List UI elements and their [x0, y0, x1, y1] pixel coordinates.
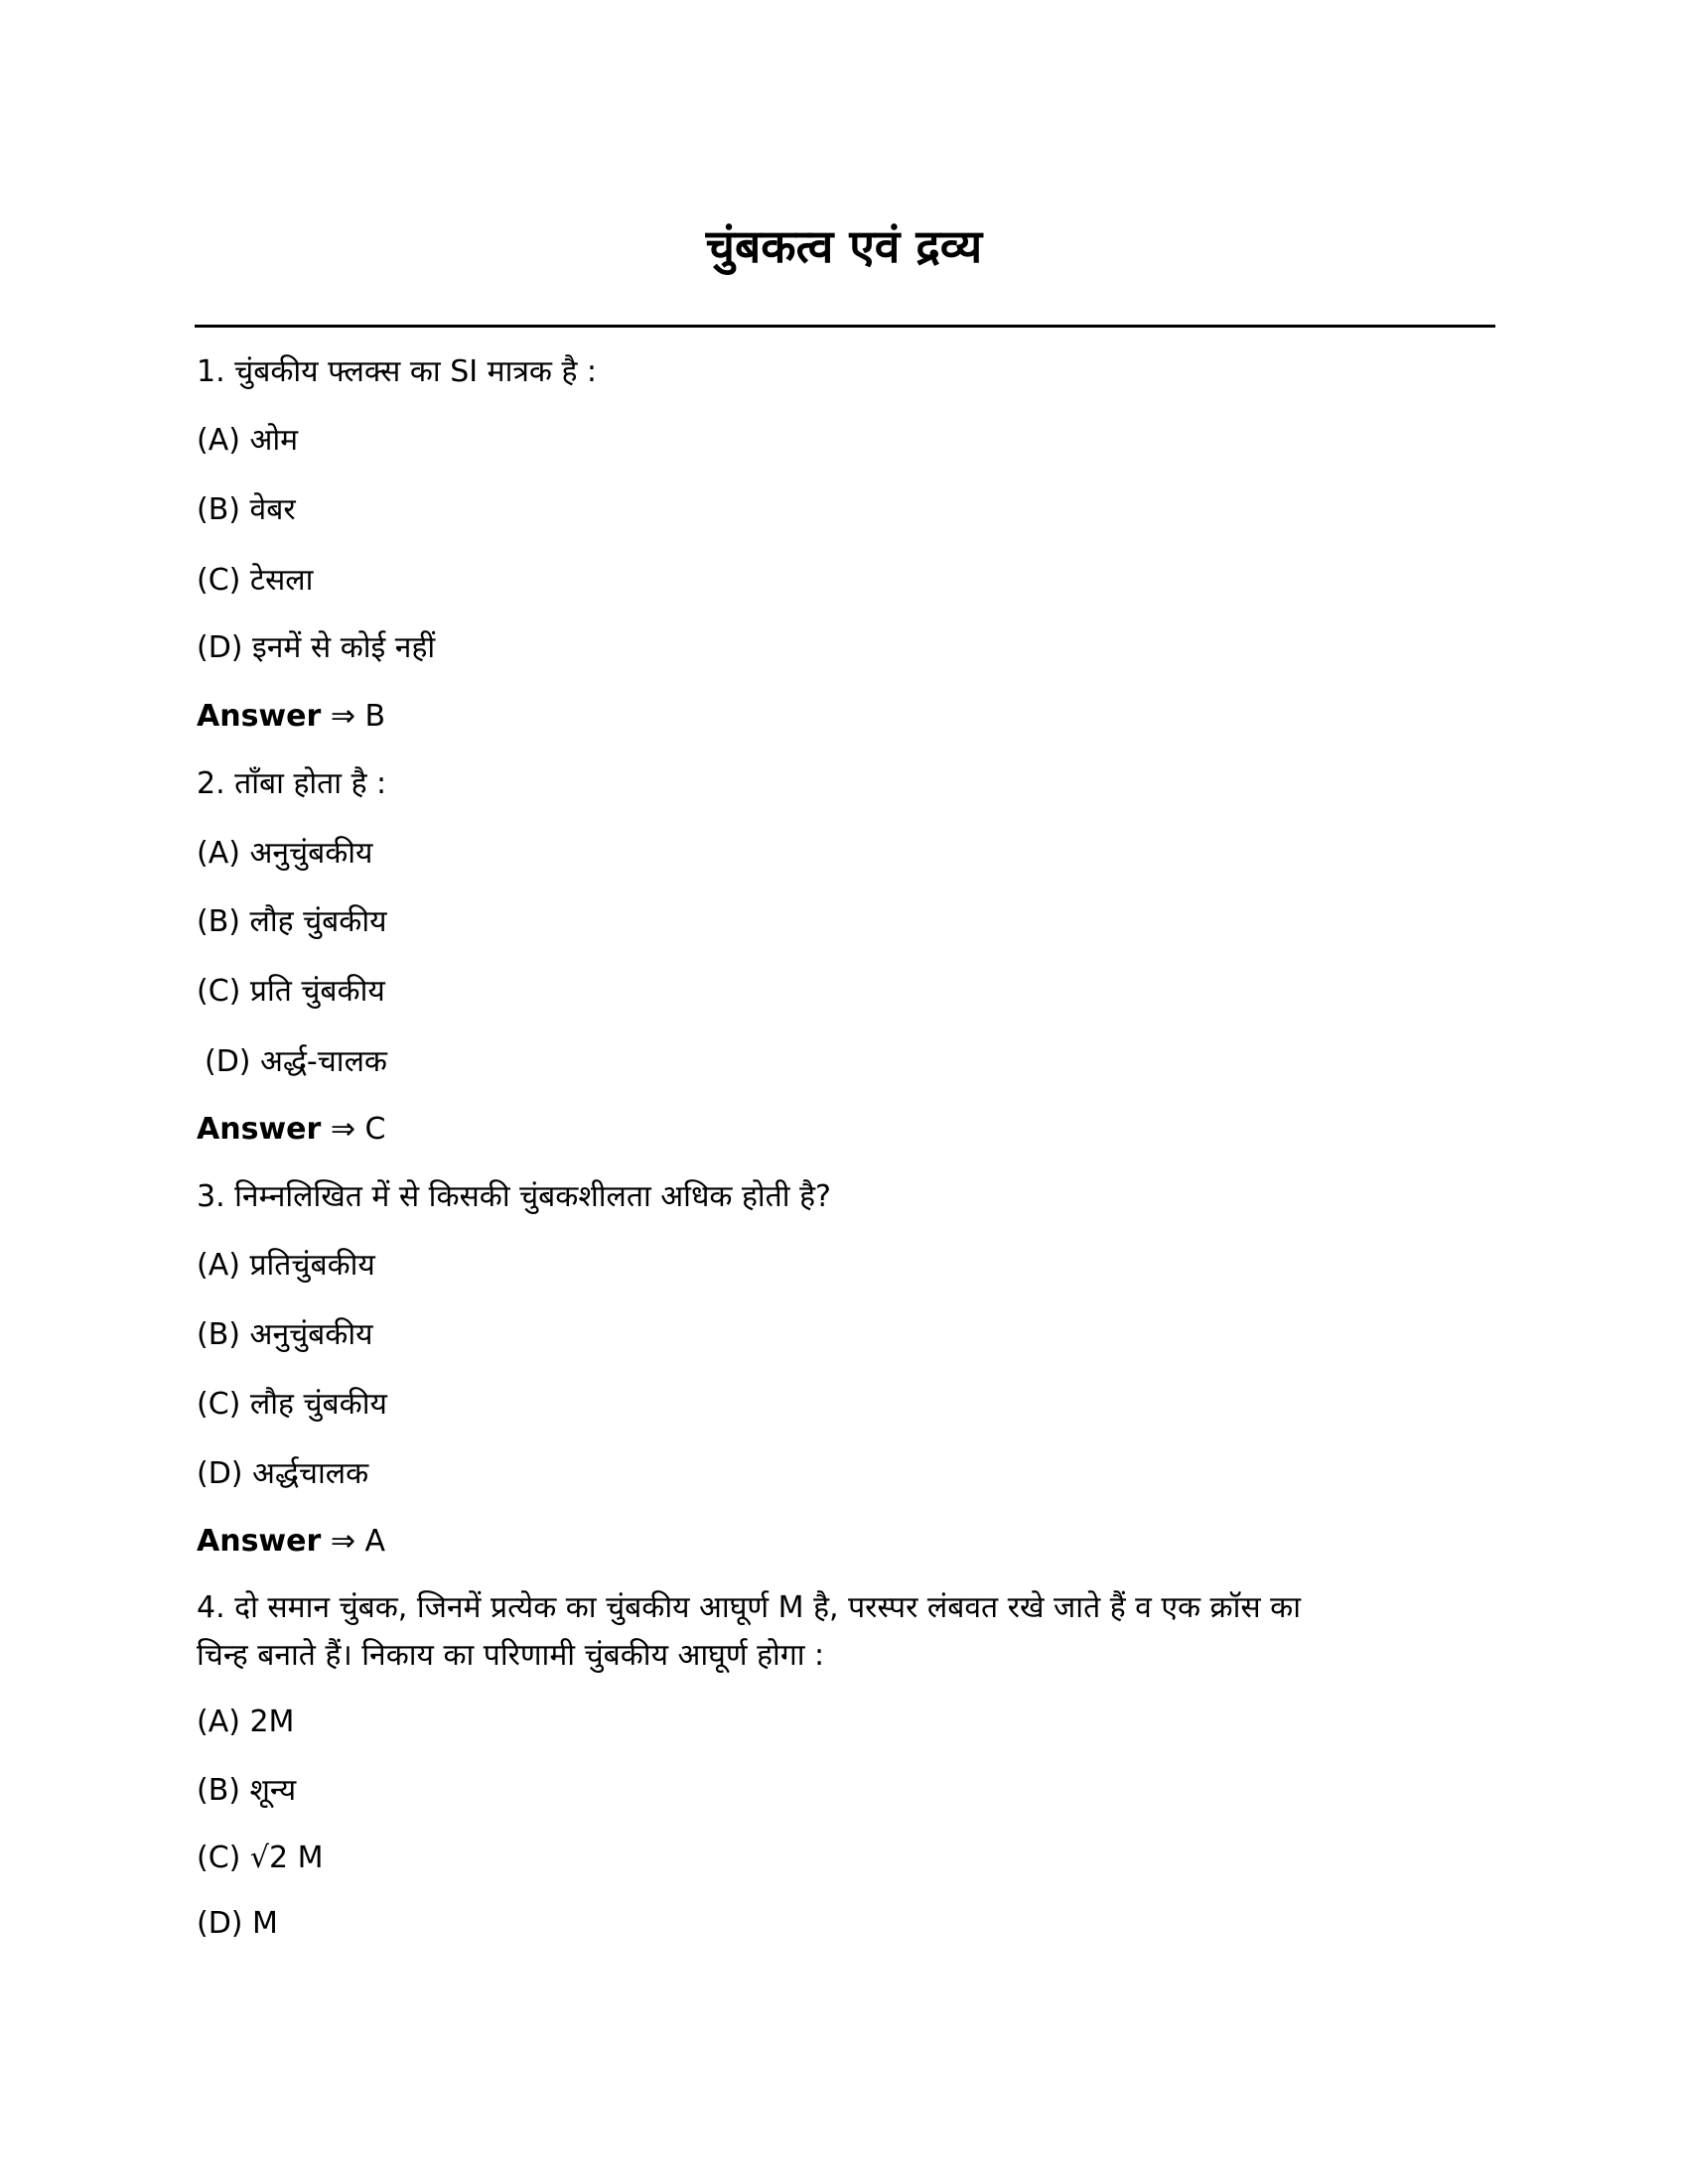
question-3-answer	[197, 1520, 385, 1564]
answer-value: B	[364, 699, 386, 734]
question-1-text: 1. चुंबकीय फ्लक्स का SI मात्रक है :	[197, 354, 598, 389]
answer-arrow-icon: ⇒	[330, 1112, 355, 1147]
question-2-option-b: (B) लौह चुंबकीय	[197, 904, 387, 939]
question-1-option-a: (A) ओम	[197, 423, 299, 458]
question-3-text: 3. निम्नलिखित में से किसकी चुंबकशीलता अधिक होती है?	[197, 1179, 831, 1214]
title-divider	[195, 325, 1495, 328]
answer-value: C	[364, 1112, 386, 1147]
page-title: चुंबकत्व एवं द्रव्य	[705, 219, 983, 273]
answer-label: Answer	[197, 699, 322, 734]
question-3-option-d: (D) अर्द्धचालक	[197, 1456, 369, 1491]
question-2-option-d: (D) अर्द्ध-चालक	[205, 1044, 387, 1079]
question-1-option-d: (D) इनमें से कोई नहीं	[197, 630, 436, 665]
question-2-option-a: (A) अनुचुंबकीय	[197, 836, 373, 871]
question-4-text-line-1: 4. दो समान चुंबक, जिनमें प्रत्येक का चुंबकीय आघूर्ण M है, परस्पर लंबवत रखे जाते हैं व एक क्रॉस का	[197, 1590, 1301, 1625]
question-4-option-b: (B) शून्य	[197, 1773, 297, 1808]
answer-value: A	[364, 1524, 386, 1559]
question-3-option-b: (B) अनुचुंबकीय	[197, 1317, 373, 1352]
question-3-option-c: (C) लौह चुंबकीय	[197, 1387, 387, 1422]
question-2-answer	[197, 1108, 385, 1152]
question-4-text-line-2: चिन्ह बनाते हैं। निकाय का परिणामी चुंबकीय आघूर्ण होगा :	[197, 1638, 825, 1673]
answer-label: Answer	[197, 1112, 322, 1147]
question-3-option-a: (A) प्रतिचुंबकीय	[197, 1248, 375, 1283]
answer-arrow-icon: ⇒	[330, 699, 355, 734]
question-2-option-c: (C) प्रति चुंबकीय	[197, 974, 385, 1009]
answer-label: Answer	[197, 1524, 322, 1559]
question-4-option-c: (C) √2 M	[197, 1841, 324, 1875]
question-1-option-c: (C) टेसला	[197, 563, 314, 598]
question-1-answer	[197, 695, 385, 739]
answer-arrow-icon: ⇒	[330, 1524, 355, 1559]
question-1-option-b: (B) वेबर	[197, 492, 296, 527]
question-2-text: 2. ताँबा होता है :	[197, 766, 387, 801]
question-4-option-d: (D) M	[197, 1906, 278, 1941]
question-4-option-a: (A) 2M	[197, 1705, 295, 1739]
